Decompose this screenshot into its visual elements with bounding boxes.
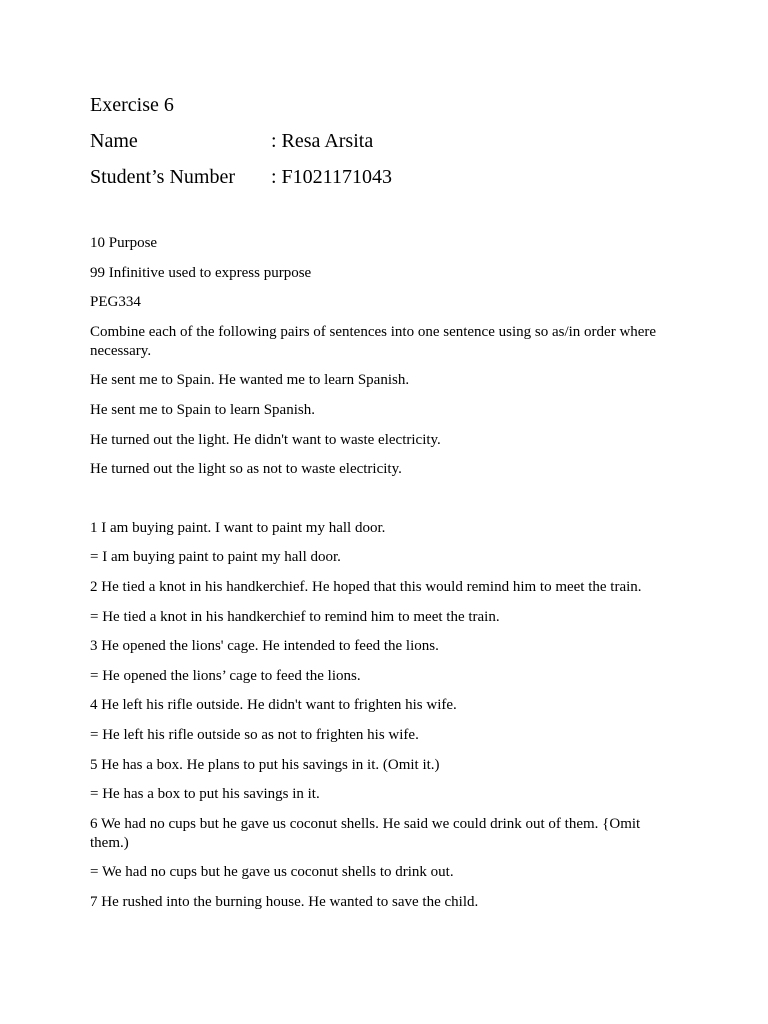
student-number-label: Student’s Number bbox=[90, 166, 235, 188]
exercise-question: 7 He rushed into the burning house. He wanted to save the child. bbox=[90, 893, 479, 910]
student-number-row bbox=[90, 163, 680, 191]
exercise-answer: = He tied a knot in his handkerchief to remind him to meet the train. bbox=[90, 608, 500, 625]
exercise-question: 1 I am buying paint. I want to paint my hall door. bbox=[90, 519, 386, 536]
document-page bbox=[90, 91, 680, 922]
topic-heading: 10 Purpose bbox=[90, 235, 158, 251]
name-value: : Resa Arsita bbox=[271, 130, 374, 152]
exercise-answer: = He opened the lions’ cage to feed the lions. bbox=[90, 667, 361, 684]
student-number-value: : F1021171043 bbox=[271, 166, 392, 188]
name-row bbox=[90, 127, 680, 155]
exercise-question: 5 He has a box. He plans to put his savings in it. (Omit it.) bbox=[90, 756, 440, 773]
exercise-answer: = We had no cups but he gave us coconut shells to drink out. bbox=[90, 864, 454, 881]
example-sentence: He turned out the light so as not to waste electricity. bbox=[90, 461, 402, 478]
instruction-text: Combine each of the following pairs of sentences into one sentence using so as/in order where necessary. bbox=[90, 323, 657, 359]
exercise-title: Exercise 6 bbox=[90, 94, 174, 116]
exercise-answer: = He has a box to put his savings in it. bbox=[90, 786, 320, 803]
exercise-answer: = He left his rifle outside so as not to frighten his wife. bbox=[90, 726, 419, 743]
exercise-question: 4 He left his rifle outside. He didn't want to frighten his wife. bbox=[90, 697, 457, 714]
example-sentence: He sent me to Spain to learn Spanish. bbox=[90, 401, 315, 418]
blank-line bbox=[90, 490, 680, 519]
exercise-question: 3 He opened the lions' cage. He intended to feed the lions. bbox=[90, 638, 439, 655]
exercise-body bbox=[90, 234, 680, 912]
reference-code: PEG334 bbox=[90, 294, 141, 311]
exercise-answer: = I am buying paint to paint my hall door. bbox=[90, 549, 341, 566]
example-sentence: He sent me to Spain. He wanted me to learn Spanish. bbox=[90, 372, 410, 389]
exercise-question: 6 We had no cups but he gave us coconut shells. He said we could drink out of them. {Omit them.) bbox=[90, 815, 641, 851]
example-sentence: He turned out the light. He didn't want to waste electricity. bbox=[90, 431, 441, 448]
subtopic-heading: 99 Infinitive used to express purpose bbox=[90, 264, 312, 281]
exercise-question: 2 He tied a knot in his handkerchief. He hoped that this would remind him to meet the train. bbox=[90, 578, 642, 595]
name-label: Name bbox=[90, 130, 138, 152]
